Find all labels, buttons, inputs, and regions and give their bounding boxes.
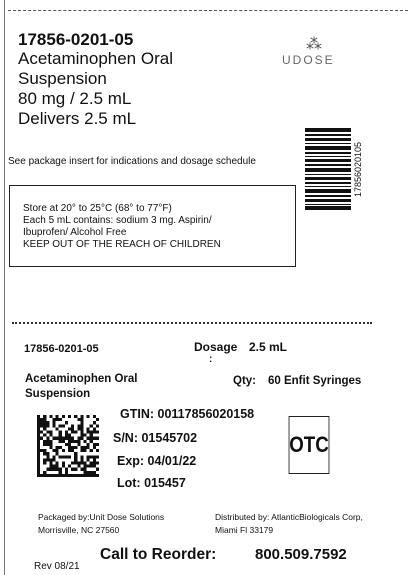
product-name-bottom <box>25 372 195 402</box>
datamatrix-cell <box>87 458 90 461</box>
ndc-number-bottom: 17856-0201-05 <box>24 343 99 355</box>
datamatrix-cell <box>43 449 46 452</box>
datamatrix-cell <box>87 474 90 477</box>
datamatrix-cell <box>80 437 83 440</box>
perforation-line <box>12 322 372 324</box>
datamatrix-cell <box>87 471 90 474</box>
datamatrix-cell <box>43 474 46 477</box>
gtin: GTIN: 00117856020158 <box>120 407 255 421</box>
datamatrix-cell <box>43 415 46 418</box>
datamatrix-cell <box>59 468 62 471</box>
datamatrix-cell <box>56 474 59 477</box>
datamatrix-cell <box>46 458 49 461</box>
datamatrix-cell <box>43 418 46 421</box>
datamatrix-cell <box>43 424 46 427</box>
datamatrix-cell <box>96 431 99 434</box>
datamatrix-cell <box>96 443 99 446</box>
datamatrix-cell <box>37 468 40 471</box>
datamatrix-cell <box>59 474 62 477</box>
datamatrix-cell <box>49 474 52 477</box>
datamatrix-cell <box>77 474 80 477</box>
datamatrix-cell <box>37 443 40 446</box>
datamatrix-cell <box>68 440 71 443</box>
datamatrix-cell <box>74 446 77 449</box>
datamatrix-cell <box>77 437 80 440</box>
datamatrix-cell <box>37 458 40 461</box>
datamatrix-cell <box>62 465 65 468</box>
datamatrix-cell <box>90 465 93 468</box>
strength-line: 80 mg / 2.5 mL <box>18 89 132 108</box>
datamatrix-cell <box>93 455 96 458</box>
datamatrix-cell <box>71 431 74 434</box>
datamatrix-cell <box>80 458 83 461</box>
packaged-by-line: Morrisville, NC 27560 <box>38 525 120 535</box>
datamatrix-cell <box>71 424 74 427</box>
datamatrix-cell <box>43 471 46 474</box>
datamatrix-cell <box>62 424 65 427</box>
otc-badge: OTC <box>289 416 330 474</box>
datamatrix-cell <box>87 446 90 449</box>
datamatrix-cell <box>93 443 96 446</box>
datamatrix-cell <box>90 455 93 458</box>
datamatrix-cell <box>43 443 46 446</box>
datamatrix-cell <box>43 440 46 443</box>
datamatrix-cell <box>84 446 87 449</box>
serial-number: S/N: 01545702 <box>113 431 198 445</box>
product-name-line: Acetaminophen Oral <box>25 373 138 385</box>
datamatrix-cell <box>93 465 96 468</box>
datamatrix-cell <box>40 449 43 452</box>
datamatrix-cell <box>96 474 99 477</box>
storage-line: Store at 20° to 25°C (68° to 77°F) <box>23 203 172 214</box>
product-name-line: Suspension <box>18 69 107 88</box>
datamatrix-cell <box>87 437 90 440</box>
datamatrix-cell <box>96 418 99 421</box>
datamatrix-cell <box>71 440 74 443</box>
datamatrix-cell <box>68 437 71 440</box>
datamatrix-cell <box>46 468 49 471</box>
datamatrix-cell <box>74 431 77 434</box>
barcode <box>305 128 351 210</box>
datamatrix-cell <box>65 434 68 437</box>
datamatrix-cell <box>90 471 93 474</box>
datamatrix-cell <box>80 468 83 471</box>
datamatrix-cell <box>53 437 56 440</box>
udose-logo-text: UDOSE <box>282 53 335 67</box>
datamatrix-cell <box>49 446 52 449</box>
storage-line: Ibuprofen/ Alcohol Free <box>23 227 127 238</box>
udose-logo-icon: ⁂ <box>306 36 322 53</box>
datamatrix-cell <box>59 455 62 458</box>
datamatrix-cell <box>49 431 52 434</box>
datamatrix-cell <box>62 474 65 477</box>
dosage-label: Dosage <box>194 340 238 354</box>
datamatrix-cell <box>87 465 90 468</box>
datamatrix-cell <box>80 449 83 452</box>
datamatrix-cell <box>68 465 71 468</box>
datamatrix-cell <box>53 449 56 452</box>
datamatrix-cell <box>62 415 65 418</box>
datamatrix-cell <box>90 440 93 443</box>
datamatrix-cell <box>80 418 83 421</box>
distributed-by <box>215 511 363 537</box>
datamatrix-cell <box>37 452 40 455</box>
datamatrix-cell <box>65 471 68 474</box>
datamatrix-cell <box>84 440 87 443</box>
datamatrix-cell <box>40 437 43 440</box>
storage-line: Each 5 mL contains: sodium 3 mg. Aspirin/ <box>23 215 212 226</box>
datamatrix-cell <box>93 431 96 434</box>
datamatrix-cell <box>96 455 99 458</box>
datamatrix-cell <box>84 468 87 471</box>
datamatrix-cell <box>93 458 96 461</box>
datamatrix-cell <box>49 443 52 446</box>
datamatrix-cell <box>46 431 49 434</box>
datamatrix-cell <box>53 474 56 477</box>
datamatrix-cell <box>37 434 40 437</box>
distributed-by-line: Miami Fl 33179 <box>215 525 274 535</box>
datamatrix-cell <box>96 437 99 440</box>
datamatrix-cell <box>37 471 40 474</box>
datamatrix-cell <box>84 474 87 477</box>
datamatrix-cell <box>68 434 71 437</box>
qty-label: Qty: <box>233 375 256 387</box>
datamatrix-cell <box>71 446 74 449</box>
datamatrix-cell <box>80 415 83 418</box>
datamatrix-cell <box>84 462 87 465</box>
datamatrix-cell <box>62 440 65 443</box>
datamatrix-cell <box>37 455 40 458</box>
datamatrix-cell <box>77 427 80 430</box>
datamatrix-cell <box>59 424 62 427</box>
datamatrix-cell <box>71 462 74 465</box>
datamatrix-cell <box>84 465 87 468</box>
datamatrix-cell <box>65 468 68 471</box>
datamatrix-cell <box>56 449 59 452</box>
datamatrix-cell <box>68 443 71 446</box>
colon-mark: : <box>209 354 213 365</box>
datamatrix-cell <box>65 421 68 424</box>
datamatrix-cell <box>87 455 90 458</box>
datamatrix-cell <box>87 443 90 446</box>
datamatrix-cell <box>56 465 59 468</box>
datamatrix-cell <box>80 446 83 449</box>
datamatrix-cell <box>93 415 96 418</box>
datamatrix-cell <box>59 431 62 434</box>
datamatrix-cell <box>46 443 49 446</box>
datamatrix-cell <box>37 431 40 434</box>
package-insert-note: See package insert for indications and dosage schedule <box>8 156 256 167</box>
datamatrix-cell <box>37 449 40 452</box>
datamatrix-cell <box>80 474 83 477</box>
datamatrix-cell <box>49 458 52 461</box>
datamatrix-cell <box>80 421 83 424</box>
datamatrix-cell <box>40 431 43 434</box>
datamatrix-cell <box>90 474 93 477</box>
datamatrix-cell <box>90 449 93 452</box>
datamatrix-cell <box>84 449 87 452</box>
datamatrix-cell <box>40 424 43 427</box>
datamatrix-cell <box>90 437 93 440</box>
product-name-line: Acetaminophen Oral <box>18 49 173 68</box>
datamatrix-cell <box>80 431 83 434</box>
datamatrix-cell <box>71 427 74 430</box>
datamatrix-cell <box>49 462 52 465</box>
datamatrix-cell <box>37 437 40 440</box>
datamatrix-cell <box>49 468 52 471</box>
datamatrix-cell <box>77 440 80 443</box>
datamatrix-cell <box>77 443 80 446</box>
reorder-label: Call to Reorder: <box>100 546 217 563</box>
datamatrix-cell <box>46 437 49 440</box>
datamatrix-cell <box>37 427 40 430</box>
datamatrix-cell <box>43 427 46 430</box>
datamatrix-cell <box>37 424 40 427</box>
reorder-phone: 800.509.7592 <box>255 546 347 563</box>
datamatrix-cell <box>74 458 77 461</box>
datamatrix-cell <box>43 458 46 461</box>
datamatrix-cell <box>90 424 93 427</box>
expiration-date: Exp: 04/01/22 <box>117 454 197 468</box>
datamatrix-cell <box>90 434 93 437</box>
datamatrix-cell <box>59 471 62 474</box>
datamatrix-cell <box>49 440 52 443</box>
datamatrix-cell <box>68 455 71 458</box>
datamatrix-cell <box>65 431 68 434</box>
datamatrix-cell <box>62 462 65 465</box>
datamatrix-cell <box>80 455 83 458</box>
datamatrix-cell <box>37 465 40 468</box>
datamatrix-cell <box>53 465 56 468</box>
datamatrix-cell <box>43 421 46 424</box>
datamatrix-cell <box>71 468 74 471</box>
datamatrix-cell <box>80 427 83 430</box>
datamatrix-cell <box>59 437 62 440</box>
warning-line: KEEP OUT OF THE REACH OF CHILDREN <box>23 239 221 250</box>
datamatrix-cell <box>96 462 99 465</box>
datamatrix-cell <box>74 452 77 455</box>
packaged-by-line: Packaged by:Unit Dose Solutions <box>38 512 165 522</box>
datamatrix-cell <box>43 434 46 437</box>
datamatrix-cell <box>93 471 96 474</box>
datamatrix-cell <box>93 462 96 465</box>
datamatrix-cell <box>65 474 68 477</box>
datamatrix-cell <box>65 455 68 458</box>
datamatrix-cell <box>93 446 96 449</box>
datamatrix-cell <box>37 415 40 418</box>
product-name-line: Suspension <box>25 388 91 400</box>
datamatrix-cell <box>84 471 87 474</box>
dosage-value: 2.5 mL <box>249 340 288 354</box>
datamatrix-cell <box>71 474 74 477</box>
datamatrix-cell <box>80 434 83 437</box>
distributed-by-line: Distributed by: AtlanticBiologicals Corp, <box>215 512 363 522</box>
datamatrix-cell <box>37 462 40 465</box>
datamatrix-cell <box>90 462 93 465</box>
packaged-by <box>38 511 164 537</box>
datamatrix-cell <box>53 424 56 427</box>
datamatrix-cell <box>46 424 49 427</box>
datamatrix-cell <box>56 468 59 471</box>
datamatrix-cell <box>56 415 59 418</box>
datamatrix-cell <box>68 449 71 452</box>
storage-box <box>9 185 296 267</box>
datamatrix-cell <box>84 434 87 437</box>
datamatrix-cell <box>59 440 62 443</box>
datamatrix-cell <box>53 455 56 458</box>
datamatrix-cell <box>93 421 96 424</box>
datamatrix-cell <box>93 474 96 477</box>
datamatrix-cell <box>37 418 40 421</box>
datamatrix-cell <box>74 474 77 477</box>
datamatrix-cell <box>90 431 93 434</box>
qty-value: 60 Enfit Syringes <box>268 375 362 387</box>
datamatrix-cell <box>65 443 68 446</box>
label-left-border <box>4 0 5 575</box>
ndc-number: 17856-0201-05 <box>18 30 134 49</box>
datamatrix-cell <box>59 418 62 421</box>
datamatrix-cell <box>53 421 56 424</box>
datamatrix-cell <box>96 449 99 452</box>
datamatrix-cell <box>80 462 83 465</box>
datamatrix-cell <box>96 468 99 471</box>
datamatrix-cell <box>37 446 40 449</box>
datamatrix-cell <box>96 424 99 427</box>
label-top-border <box>8 10 408 11</box>
datamatrix-cell <box>65 437 68 440</box>
datamatrix-cell <box>56 418 59 421</box>
datamatrix-cell <box>77 465 80 468</box>
datamatrix-cell <box>56 446 59 449</box>
datamatrix-cell <box>68 427 71 430</box>
datamatrix-cell <box>93 427 96 430</box>
datamatrix-cell <box>80 424 83 427</box>
datamatrix-code <box>37 415 99 477</box>
datamatrix-cell <box>56 452 59 455</box>
datamatrix-cell <box>62 449 65 452</box>
datamatrix-cell <box>53 458 56 461</box>
barcode-number: 17856020105 <box>353 141 363 197</box>
datamatrix-cell <box>46 474 49 477</box>
datamatrix-cell <box>56 427 59 430</box>
udose-logo <box>282 34 352 74</box>
datamatrix-cell <box>68 446 71 449</box>
datamatrix-cell <box>74 462 77 465</box>
product-name <box>18 49 238 129</box>
datamatrix-cell <box>87 427 90 430</box>
datamatrix-cell <box>46 452 49 455</box>
datamatrix-cell <box>46 455 49 458</box>
datamatrix-cell <box>40 418 43 421</box>
datamatrix-cell <box>62 437 65 440</box>
datamatrix-cell <box>49 465 52 468</box>
datamatrix-cell <box>68 474 71 477</box>
datamatrix-cell <box>59 434 62 437</box>
datamatrix-cell <box>43 452 46 455</box>
datamatrix-cell <box>74 415 77 418</box>
datamatrix-cell <box>37 474 40 477</box>
datamatrix-cell <box>87 431 90 434</box>
datamatrix-cell <box>59 446 62 449</box>
datamatrix-cell <box>74 468 77 471</box>
datamatrix-cell <box>43 462 46 465</box>
datamatrix-cell <box>77 462 80 465</box>
datamatrix-cell <box>53 468 56 471</box>
delivers-line: Delivers 2.5 mL <box>18 109 137 128</box>
datamatrix-cell <box>77 418 80 421</box>
datamatrix-cell <box>40 474 43 477</box>
datamatrix-cell <box>46 440 49 443</box>
datamatrix-cell <box>37 440 40 443</box>
datamatrix-cell <box>49 415 52 418</box>
lot-number: Lot: 015457 <box>117 476 186 490</box>
datamatrix-cell <box>46 421 49 424</box>
datamatrix-cell <box>74 440 77 443</box>
datamatrix-cell <box>71 437 74 440</box>
datamatrix-cell <box>40 421 43 424</box>
datamatrix-cell <box>56 462 59 465</box>
datamatrix-cell <box>68 415 71 418</box>
datamatrix-cell <box>62 455 65 458</box>
datamatrix-cell <box>87 415 90 418</box>
datamatrix-cell <box>37 421 40 424</box>
revision-label: Rev 08/21 <box>34 561 80 572</box>
datamatrix-cell <box>71 449 74 452</box>
datamatrix-cell <box>56 437 59 440</box>
datamatrix-cell <box>74 455 77 458</box>
datamatrix-cell <box>77 424 80 427</box>
datamatrix-cell <box>93 437 96 440</box>
datamatrix-cell <box>49 434 52 437</box>
datamatrix-cell <box>53 418 56 421</box>
